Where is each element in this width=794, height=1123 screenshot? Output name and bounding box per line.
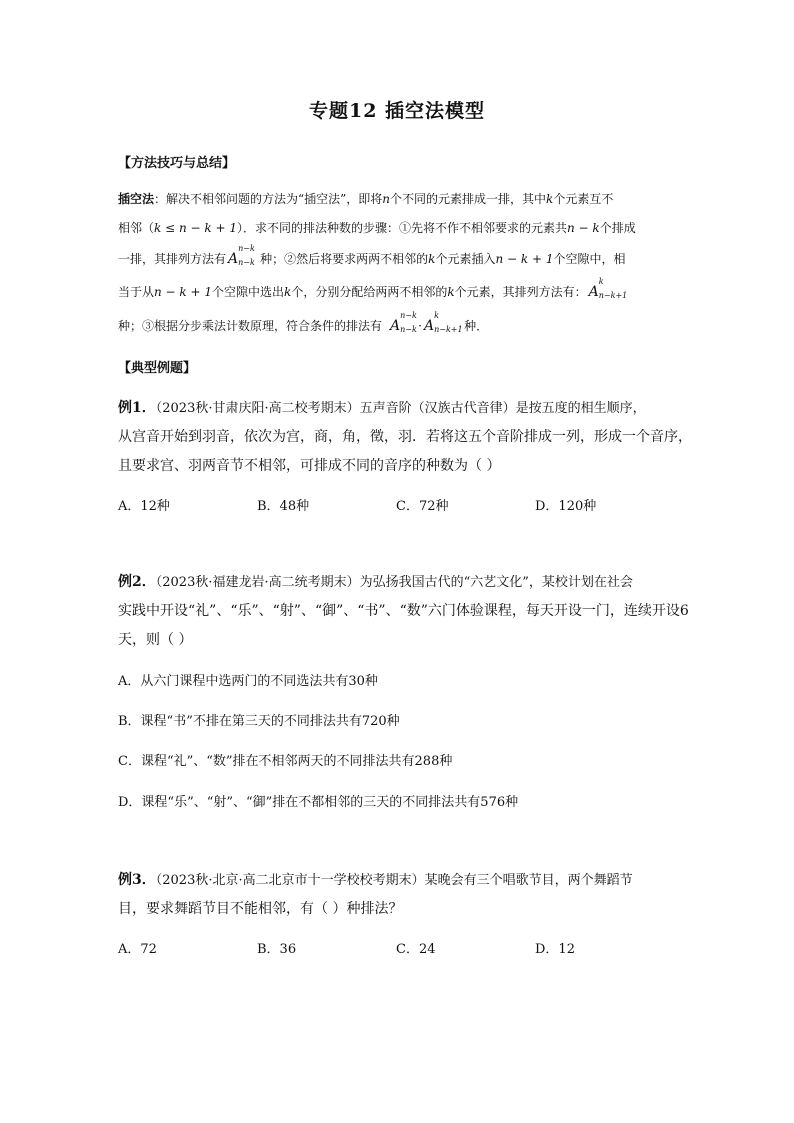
method-text: 一排，其排列方法有 xyxy=(118,252,227,266)
arrangement-symbol: A n−k n−k xyxy=(228,244,255,267)
example-2-line-1 xyxy=(118,571,633,591)
method-section-header: 【方法技巧与总结】 xyxy=(118,156,236,171)
method-line-5 xyxy=(118,311,489,334)
example-3-label: 例3． xyxy=(118,872,156,888)
page-title: 专题12 插空法模型 xyxy=(308,100,486,122)
arrangement-symbol: A k n−k+1 xyxy=(588,277,628,300)
method-line-1 xyxy=(118,190,613,207)
example-3-option-b: B．36 xyxy=(257,942,297,957)
method-text: 个空隙中选出 xyxy=(212,285,285,299)
example-1-option-b: B．48种 xyxy=(257,499,310,514)
math-expr: k ≤ n − k + 1 xyxy=(154,221,237,235)
method-text: 个空隙中，相 xyxy=(553,252,626,266)
method-text: ：解决不相邻问题的方法为“插空法”，即将 xyxy=(154,192,383,206)
math-var: k xyxy=(284,285,292,299)
method-text: 当于从 xyxy=(118,285,155,299)
math-expr: n − k xyxy=(567,221,600,235)
method-text: 个，分别分配给两两不相邻的 xyxy=(291,285,448,299)
arrangement-symbol: A k n−k+1 xyxy=(423,311,463,334)
method-text: 个不同的元素排成一排，其中 xyxy=(390,192,547,206)
example-2-option-d: D．课程“乐”、“射”、“御”排在不都相邻的三天的不同排法共有576种 xyxy=(118,795,519,810)
example-1-label: 例1． xyxy=(118,400,156,416)
method-line-3 xyxy=(118,244,626,267)
method-text: 个排成 xyxy=(599,221,636,235)
math-var: k xyxy=(447,285,455,299)
example-2-option-b: B．课程“书”不排在第三天的不同排法共有720种 xyxy=(118,714,400,729)
method-text: ）．求不同的排法种数的步骤：①先将不作不相邻要求的元素共 xyxy=(236,221,567,235)
math-var: n xyxy=(382,192,391,206)
example-3-text: （2023秋·北京·高二北京市十一学校校考期末）某晚会有三个唱歌节目，两个舞蹈节 xyxy=(155,873,633,888)
arrangement-symbol: A n−k n−k xyxy=(390,311,417,334)
example-3-option-d: D．12 xyxy=(535,942,575,957)
example-3-option-a: A．72 xyxy=(118,942,157,957)
example-1-text: （2023秋·甘肃庆阳·高二校考期末）五声音阶（汉族古代音律）是按五度的相生顺序， xyxy=(155,401,646,416)
example-1-option-d: D．120种 xyxy=(535,499,597,514)
math-dot: · xyxy=(418,319,422,333)
example-3-option-c: C．24 xyxy=(396,942,436,957)
examples-section-header: 【典型例题】 xyxy=(118,361,197,376)
method-label: 插空法 xyxy=(118,192,155,206)
method-text: 种． xyxy=(464,319,489,333)
example-2-text: （2023秋·福建龙岩·高二统考期末）为弘扬我国古代的“六艺文化”，某校计划在社会 xyxy=(155,575,633,590)
example-2-label: 例2． xyxy=(118,574,156,590)
math-var: k xyxy=(428,252,436,266)
method-line-4 xyxy=(118,277,628,300)
example-1-line-2: 从宫音开始到羽音，依次为宫，商，角，徵，羽．若将这五个音阶排成一列，形成一个音序， xyxy=(118,429,692,445)
method-text: 相邻（ xyxy=(118,221,155,235)
math-expr: n − k + 1 xyxy=(154,285,213,299)
example-3-line-1 xyxy=(118,869,633,889)
example-2-option-c: C．课程“礼”、“数”排在不相邻两天的不同排法共有288种 xyxy=(118,754,453,769)
method-text: 种；③根据分步乘法计数原理，符合条件的排法有 xyxy=(118,319,383,333)
math-var: k xyxy=(546,192,554,206)
example-2-option-a: A．从六门课程中选两门的不同选法共有30种 xyxy=(118,674,378,689)
example-2-line-3: 天，则（ ） xyxy=(118,632,193,648)
math-expr: n − k + 1 xyxy=(495,252,554,266)
example-1-option-c: C．72种 xyxy=(396,499,449,514)
method-line-2 xyxy=(118,219,636,236)
example-2-line-2: 实践中开设“礼”、“乐”、“射”、“御”、“书”、“数”六门体验课程，每天开设一门，连续开设6 xyxy=(118,603,689,619)
method-text: 个元素插入 xyxy=(435,252,496,266)
method-text: 个元素，其排列方法有： xyxy=(454,285,587,299)
example-1-option-a: A．12种 xyxy=(118,499,170,514)
method-text: 个元素互不 xyxy=(553,192,614,206)
method-text: 种；②然后将要求两两不相邻的 xyxy=(260,252,429,266)
example-1-line-1 xyxy=(118,397,646,417)
example-3-line-2: 目，要求舞蹈节目不能相邻，有（ ）种排法？ xyxy=(118,901,403,917)
example-1-line-3: 且要求宫、羽两音节不相邻，可排成不同的音序的种数为（ ） xyxy=(118,458,501,474)
